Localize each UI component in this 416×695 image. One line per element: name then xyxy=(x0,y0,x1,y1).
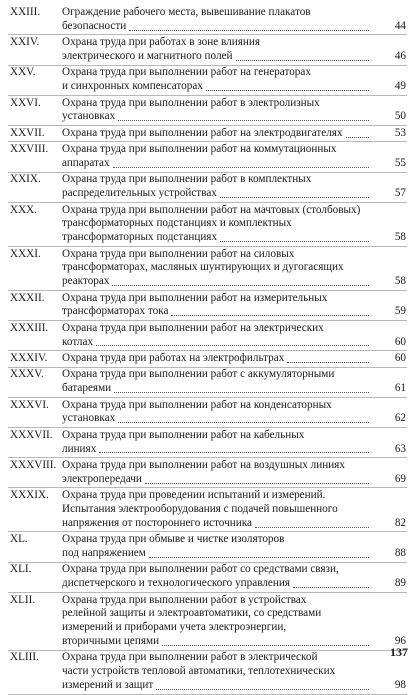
toc-entry-line-text: измерений и защит xyxy=(62,678,154,691)
toc-entry-line xyxy=(62,6,372,20)
dot-leader xyxy=(287,362,369,363)
toc-entry xyxy=(0,204,416,245)
toc-entry-line xyxy=(62,368,372,382)
toc-entry xyxy=(0,651,416,692)
toc-entry-line xyxy=(62,110,372,124)
toc-entry-number: XLII. xyxy=(10,593,36,606)
toc-entry-line-text: электрического и магнитного полей xyxy=(62,49,233,62)
toc-entry-line xyxy=(62,503,372,517)
toc-entry xyxy=(0,459,416,487)
dot-leader xyxy=(255,527,369,528)
toc-entry xyxy=(0,352,416,366)
toc-entry-number: XXXVII. xyxy=(10,428,53,441)
toc-entry-page: 88 xyxy=(394,546,406,559)
toc-entry-title xyxy=(62,368,372,396)
dot-leader xyxy=(156,689,369,690)
dot-leader xyxy=(206,90,369,91)
toc-entry-line-text: трансформаторных подстанциях xyxy=(62,231,218,244)
dot-leader xyxy=(118,422,369,423)
toc-entry-page: 96 xyxy=(394,634,406,647)
dot-leader xyxy=(171,315,369,316)
dot-leader xyxy=(96,345,369,346)
toc-entry-line-text: Ограждение рабочего места, вывешивание плакатов xyxy=(62,6,311,18)
toc-entry-title xyxy=(62,97,372,125)
toc-entry-line-text: Охрана труда при выполнении работ в электрической xyxy=(62,651,318,664)
toc-entry-line-text: Охрана труда при выполнении работ с аккумуляторными xyxy=(62,368,335,381)
toc-entry-page: 57 xyxy=(394,187,406,200)
dot-leader xyxy=(129,30,369,31)
toc-entry-line xyxy=(62,217,372,231)
dot-leader xyxy=(112,285,369,286)
toc-entry-line-text: Охрана труда при выполнении работ на силовых xyxy=(62,247,295,260)
toc-entry-line-text: Охрана труда при работах на электрофильтрах xyxy=(62,352,285,364)
toc-entry-number: XXVII. xyxy=(10,126,45,139)
toc-entry-page: 55 xyxy=(394,156,406,169)
toc-entry-line-text: трансформаторах, масляных шунтирующих и дугогасящих xyxy=(62,261,344,274)
toc-entry-line-text: трансформаторных подстанциях и комплектных xyxy=(62,217,292,230)
toc-entry-title xyxy=(62,399,372,427)
toc-entry xyxy=(0,248,416,289)
toc-entry-number: XXIX. xyxy=(10,173,41,186)
toc-entry-line xyxy=(62,50,372,64)
toc-entry xyxy=(0,97,416,125)
toc-entry-number: XXIV. xyxy=(10,36,40,49)
toc-entry-line-text: диспетчерского и технологического управления xyxy=(62,577,291,590)
toc-entry-title xyxy=(62,36,372,64)
toc-entry-line-text: котлах xyxy=(62,335,94,348)
toc-entry xyxy=(0,429,416,457)
toc-entry-page: 58 xyxy=(394,275,406,288)
toc-entry-line xyxy=(62,412,372,426)
toc-entry xyxy=(0,66,416,94)
toc-entry-page: 53 xyxy=(394,126,406,139)
toc-entry-page: 62 xyxy=(394,412,406,425)
toc-entry-page: 82 xyxy=(394,516,406,529)
toc-entry-number: XXXVIII. xyxy=(10,459,57,471)
toc-entry-line xyxy=(62,157,372,171)
toc-entry-line xyxy=(62,429,372,443)
toc-entry-line xyxy=(62,594,372,608)
toc-entry-title xyxy=(62,204,372,245)
toc-entry-line xyxy=(62,665,372,679)
toc-entry-line xyxy=(62,533,372,547)
toc-entry xyxy=(0,399,416,427)
toc-entry-page: 50 xyxy=(394,110,406,123)
toc-entry-line-text: Охрана труда при выполнении работ в устройствах xyxy=(62,593,307,606)
toc-entry-line-text: Охрана труда при выполнении работ в комплектных xyxy=(62,173,312,186)
toc-entry-page: 44 xyxy=(394,19,406,32)
toc-entry-page: 49 xyxy=(394,80,406,93)
toc-entry-line-text: измерений и приборами учета электроэнергии, xyxy=(62,621,287,634)
toc-entry-number: XXXIII. xyxy=(10,321,49,334)
toc-entry-line-text: Охрана труда при выполнении работ со средствами связи, xyxy=(62,563,339,576)
toc-entry-title xyxy=(62,594,372,649)
toc-entry-title xyxy=(62,651,372,692)
toc-entry-line-text: Охрана труда при выполнении работ в электролизных xyxy=(62,96,320,109)
toc-entry xyxy=(0,322,416,350)
row-divider xyxy=(8,694,407,695)
toc-entry-line-text: Охрана труда при выполнении работ на электрических xyxy=(62,321,324,334)
toc-entry-number: XXV. xyxy=(10,66,36,79)
toc-entry-line xyxy=(62,473,372,487)
toc-entry-line-text: трансформаторах тока xyxy=(62,305,169,318)
dot-leader xyxy=(149,557,369,558)
toc-entry-number: XXXV. xyxy=(10,368,44,381)
dot-leader xyxy=(99,452,369,453)
toc-entry-line xyxy=(62,679,372,693)
toc-entry-line-text: Охрана труда при обмыве и чистке изоляторов xyxy=(62,533,285,546)
toc-entry-number: XXXII. xyxy=(10,291,45,304)
toc-entry-page: 60 xyxy=(394,352,406,364)
toc-entry-title xyxy=(62,459,372,487)
toc-entry-line-text: под напряжением xyxy=(62,546,146,559)
toc-entry-line-text: Охрана труда при выполнении работ на мачтовых (столбовых) xyxy=(62,203,361,216)
toc-entry-line xyxy=(62,97,372,111)
toc-entry-line xyxy=(62,563,372,577)
toc-entry-line-text: батареями xyxy=(62,382,112,395)
toc-entry-line xyxy=(62,275,372,289)
toc-entry-line xyxy=(62,127,372,141)
toc-entry xyxy=(0,563,416,591)
toc-entry-line-text: Охрана труда при выполнении работ на конденсаторных xyxy=(62,398,332,411)
toc-entry-line xyxy=(62,187,372,201)
toc-entry-line xyxy=(62,292,372,306)
toc-entry-title xyxy=(62,6,372,34)
dot-leader xyxy=(220,241,369,242)
toc-entry-page: 69 xyxy=(394,472,406,485)
toc-entry-title xyxy=(62,352,372,366)
toc-entry-number: XXX. xyxy=(10,203,38,216)
toc-entry xyxy=(0,127,416,141)
toc-entry-title xyxy=(62,248,372,289)
toc-entry-line xyxy=(62,607,372,621)
toc-entry-title xyxy=(62,429,372,457)
toc-entry xyxy=(0,143,416,171)
toc-entry-line-text: Охрана труда при выполнении работ на измерительных xyxy=(62,291,328,304)
toc-entry-title xyxy=(62,66,372,94)
toc-entry-line-text: реакторах xyxy=(62,275,110,288)
toc-entry-number: XXXIV. xyxy=(10,352,48,364)
toc-entry-line xyxy=(62,635,372,649)
toc-entry-line-text: Испытания электрооборудования с подачей повышенного xyxy=(62,502,338,515)
toc-entry xyxy=(0,489,416,530)
toc-entry-line xyxy=(62,66,372,80)
toc-entry-line-text: и синхронных компенсаторах xyxy=(62,80,203,93)
toc-entry-number: XXVIII. xyxy=(10,143,49,156)
toc-entry-line-text: Охрана труда при проведении испытаний и измерений. xyxy=(62,489,326,502)
toc-entry-page: 61 xyxy=(394,382,406,395)
toc-entry-line xyxy=(62,382,372,396)
toc-entry-line-text: напряжения от постороннего источника xyxy=(62,516,252,529)
toc-entry-page: 63 xyxy=(394,442,406,455)
toc-entry-line xyxy=(62,443,372,457)
toc-entry-line-text: установках xyxy=(62,412,116,425)
toc-entry-line-text: вторичными цепями xyxy=(62,634,160,647)
toc-entry-line xyxy=(62,577,372,591)
dot-leader xyxy=(162,645,369,646)
dot-leader xyxy=(293,587,369,588)
toc-entry-line-text: аппаратах xyxy=(62,156,110,169)
toc-entry-number: XLIII. xyxy=(10,651,39,664)
toc-entry-number: XXIII. xyxy=(10,6,41,18)
toc-entry-number: XXXIX. xyxy=(10,489,49,502)
dot-leader xyxy=(236,60,370,61)
toc-entry-line-text: установках xyxy=(62,110,116,123)
dot-leader xyxy=(113,167,369,168)
toc-entry-number: XXXVI. xyxy=(10,398,49,411)
toc-entry-line xyxy=(62,322,372,336)
toc-entry-line xyxy=(62,517,372,531)
toc-entry-line-text: части устройств тепловой автоматики, теплотехнических xyxy=(62,665,336,678)
toc-entry-title xyxy=(62,143,372,171)
toc-entry-line xyxy=(62,36,372,50)
toc-entry-line-text: Охрана труда при выполнении работ на коммутационных xyxy=(62,143,337,156)
dot-leader xyxy=(114,392,369,393)
toc-entry-line xyxy=(62,80,372,94)
toc-entry xyxy=(0,173,416,201)
toc-entry-title xyxy=(62,127,372,141)
toc-entry-line xyxy=(62,459,372,473)
toc-entry-line xyxy=(62,204,372,218)
dot-leader xyxy=(346,137,369,138)
toc-entry-line-text: Охрана труда при выполнении работ на воздушных линиях xyxy=(62,459,345,471)
toc-entry-title xyxy=(62,489,372,530)
toc-entry xyxy=(0,594,416,649)
toc-entry-line xyxy=(62,143,372,157)
toc-entry-line-text: линиях xyxy=(62,442,97,455)
toc-entry-number: XLI. xyxy=(10,563,32,576)
dot-leader xyxy=(145,483,369,484)
toc-entry-page: 60 xyxy=(394,335,406,348)
toc-entry-line xyxy=(62,547,372,561)
toc-entry-line-text: Охрана труда при выполнении работ на генераторах xyxy=(62,66,311,79)
toc-entry-line xyxy=(62,248,372,262)
toc-entry-page: 46 xyxy=(394,49,406,62)
toc-entry-number: XXVI. xyxy=(10,96,41,109)
toc-entry-line xyxy=(62,621,372,635)
toc-entry-line-text: Охрана труда при работах в зоне влияния xyxy=(62,36,260,49)
page-number: 137 xyxy=(390,645,408,659)
toc-entry-title xyxy=(62,533,372,561)
toc-entry xyxy=(0,368,416,396)
toc-entry-line xyxy=(62,489,372,503)
dot-leader xyxy=(118,120,369,121)
toc-entry xyxy=(0,6,416,34)
toc-entry-title xyxy=(62,292,372,320)
toc-entry-line-text: безопасности xyxy=(62,19,127,32)
toc-entry-line xyxy=(62,231,372,245)
toc-entry-page: 58 xyxy=(394,231,406,244)
toc-entry xyxy=(0,533,416,561)
dot-leader xyxy=(220,197,369,198)
toc-entry-line-text: электропередачи xyxy=(62,472,142,485)
toc-entry-line xyxy=(62,305,372,319)
toc-entry-line xyxy=(62,173,372,187)
toc-entry-line-text: Охрана труда при выполнении работ на кабельных xyxy=(62,428,305,441)
toc-entry-line-text: Охрана труда при выполнении работ на электродвигателях xyxy=(62,126,343,139)
toc-entry-page: 98 xyxy=(394,678,406,691)
toc-entry-title xyxy=(62,322,372,350)
toc-entry-number: XXXI. xyxy=(10,247,41,260)
toc-entry-line-text: релейной защиты и электроавтоматики, со средствами xyxy=(62,607,322,620)
toc-entry-line xyxy=(62,20,372,34)
toc-entry-number: XL. xyxy=(10,533,28,546)
toc-entry-line xyxy=(62,261,372,275)
toc-entry-line xyxy=(62,336,372,350)
toc-entry-title xyxy=(62,563,372,591)
toc-entry-title xyxy=(62,173,372,201)
toc-entry-page: 89 xyxy=(394,577,406,590)
toc-entry xyxy=(0,292,416,320)
toc-entry-line xyxy=(62,352,372,366)
toc-entry-line xyxy=(62,651,372,665)
toc-entry-page: 59 xyxy=(394,305,406,318)
toc-entry xyxy=(0,36,416,64)
toc-entry-line-text: распределительных устройствах xyxy=(62,187,217,200)
toc-entry-line xyxy=(62,399,372,413)
